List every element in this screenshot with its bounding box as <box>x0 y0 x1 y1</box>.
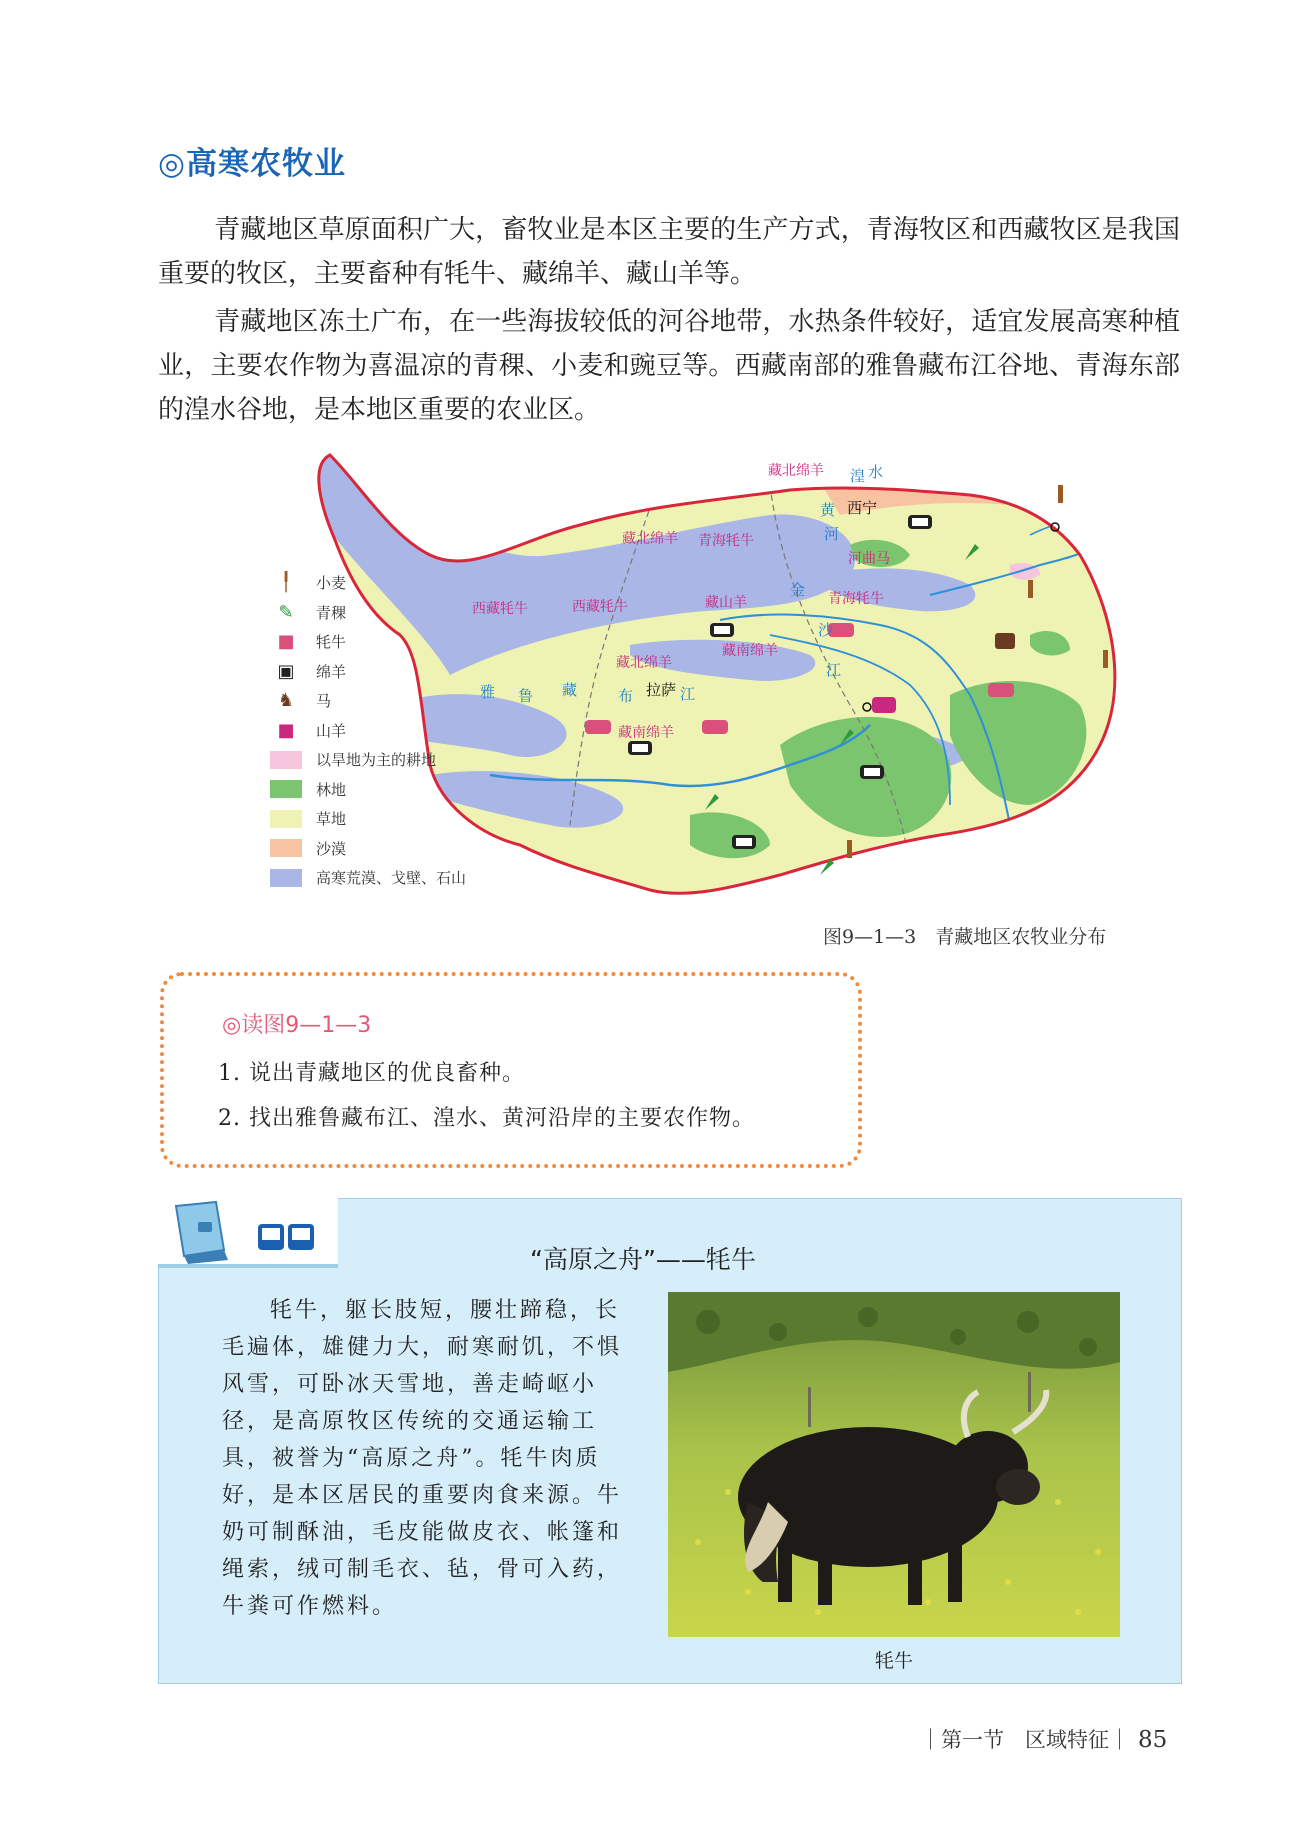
goat-icon <box>872 697 896 713</box>
desert-swatch <box>270 839 302 857</box>
yak-icon: ■ <box>277 631 295 653</box>
farmland-swatch <box>270 751 302 769</box>
map-label-zangbei-sheep-3: 藏北绵羊 <box>616 655 672 671</box>
legend-row-farmland <box>270 745 466 775</box>
wheat-icon <box>1058 485 1063 503</box>
page-footer <box>920 1724 1167 1754</box>
wheat-icon <box>1028 580 1033 598</box>
sheep-icon <box>908 515 932 529</box>
map-legend <box>270 568 466 893</box>
legend-label: 青稞 <box>316 603 347 622</box>
city-label-xining: 西宁 <box>847 499 878 517</box>
sheep-icon: ▣ <box>277 660 295 682</box>
info-box-tab-line <box>158 1264 338 1268</box>
river-label-jin-1: 金 <box>790 581 806 599</box>
wheat-icon <box>847 840 852 858</box>
sheep-icon <box>710 623 734 637</box>
map-caption: 图9—1—3 青藏地区农牧业分布 <box>823 926 1107 948</box>
info-box-text-content: 牦牛，躯长肢短，腰壮蹄稳，长毛遍体，雄健力大，耐寒耐饥，不惧风雪，可卧冰天雪地，善走崎岖小径，是高原牧区传统的交通运输工具，被誉为“高原之舟”。牦牛肉质好，是本区居民的重要肉食来源。牛奶可制酥油，毛皮能做皮衣、帐篷和绳索，绒可制毛衣、毡，骨可入药，牛粪可作燃料。 <box>222 1298 623 1619</box>
paragraph-1-text: 青藏地区草原面积广大，畜牧业是本区主要的生产方式，青海牧区和西藏牧区是我国重要的牧区，主要畜种有牦牛、藏绵羊、藏山羊等。 <box>158 215 1180 289</box>
legend-label: 牦牛 <box>316 633 347 652</box>
river-label-yarlung-2: 鲁 <box>518 687 534 705</box>
yak-photo-svg <box>668 1292 1120 1637</box>
legend-row-goat <box>270 716 466 746</box>
river-label-huangshui-2: 水 <box>868 463 884 481</box>
read-map-title: ◎读图9—1—3 <box>222 1013 372 1038</box>
map-label-zang-goat: 藏山羊 <box>705 595 747 611</box>
river-label-yarlung-5: 江 <box>680 685 696 703</box>
map-label-zangnan-sheep-2: 藏南绵羊 <box>618 725 674 741</box>
sheep-icon <box>860 765 884 779</box>
river-label-yarlung-1: 雅 <box>480 683 496 701</box>
info-box-title: “高原之舟”——牦牛 <box>530 1245 756 1274</box>
legend-label: 高寒荒漠、戈壁、石山 <box>316 869 467 888</box>
map-label-zangbei-sheep-1: 藏北绵羊 <box>768 463 824 479</box>
grassland-swatch <box>270 810 302 828</box>
horse-icon: ♞ <box>277 690 295 712</box>
legend-label: 马 <box>316 692 332 711</box>
map-label-qinghai-yak-2: 青海牦牛 <box>828 591 884 607</box>
section-heading: ◎高寒农牧业 <box>158 146 347 182</box>
river-label-huangshui-1: 湟 <box>850 467 866 485</box>
paragraph-1 <box>158 208 1180 296</box>
reading-icon <box>158 1198 338 1268</box>
barley-icon: ✎ <box>278 601 294 623</box>
forest-swatch <box>270 780 302 798</box>
sheep-icon <box>732 835 756 849</box>
river-label-jin-2: 沙 <box>818 621 834 639</box>
info-box-text <box>222 1292 642 1625</box>
legend-row-barley <box>270 598 466 628</box>
legend-label: 小麦 <box>316 574 347 593</box>
yak-icon <box>988 683 1014 697</box>
yak-photo <box>668 1292 1120 1637</box>
map-label-hequ-horse: 河曲马 <box>848 551 890 567</box>
footer-section: ｜第一节 区域特征｜ <box>920 1728 1130 1752</box>
legend-row-sheep <box>270 657 466 687</box>
info-box-tab <box>158 1198 338 1268</box>
yak-icon <box>585 720 611 734</box>
legend-row-wheat <box>270 568 466 598</box>
legend-row-yak <box>270 627 466 657</box>
legend-row-cold-desert <box>270 863 466 893</box>
map-label-zangbei-sheep-2: 藏北绵羊 <box>622 531 678 547</box>
legend-row-forest <box>270 775 466 805</box>
paragraph-2 <box>158 300 1180 432</box>
river-label-huang-2: 河 <box>824 525 840 543</box>
read-map-question-2: 2. 找出雅鲁藏布江、湟水、黄河沿岸的主要农作物。 <box>218 1106 755 1131</box>
page-number: 85 <box>1138 1727 1168 1753</box>
map-label-xizang-yak-1: 西藏牦牛 <box>472 601 528 617</box>
read-map-question-1: 1. 说出青藏地区的优良畜种。 <box>218 1061 525 1086</box>
wheat-icon: ╿ <box>280 572 292 594</box>
sheep-icon <box>628 741 652 755</box>
yak-icon <box>702 720 728 734</box>
map-label-qinghai-yak-1: 青海牦牛 <box>698 533 754 549</box>
horse-icon <box>995 633 1015 649</box>
river-label-jin-3: 江 <box>826 661 842 679</box>
goat-icon: ■ <box>277 719 295 741</box>
legend-label: 绵羊 <box>316 662 347 681</box>
legend-row-grassland <box>270 804 466 834</box>
legend-label: 以旱地为主的耕地 <box>316 751 437 770</box>
legend-label: 草地 <box>316 810 347 829</box>
map-label-zangnan-sheep-1: 藏南绵羊 <box>722 643 778 659</box>
legend-label: 山羊 <box>316 721 347 740</box>
river-label-yarlung-3: 藏 <box>562 681 578 699</box>
cold-desert-swatch <box>270 869 302 887</box>
legend-label: 沙漠 <box>316 839 347 858</box>
paragraph-2-text: 青藏地区冻土广布，在一些海拔较低的河谷地带，水热条件较好，适宜发展高寒种植业，主要农作物为喜温凉的青稞、小麦和豌豆等。西藏南部的雅鲁藏布江谷地、青海东部的湟水谷地，是本地区重要的农业区。 <box>158 307 1180 425</box>
wheat-icon <box>1103 650 1108 668</box>
legend-label: 林地 <box>316 780 347 799</box>
legend-row-desert <box>270 834 466 864</box>
city-label-lhasa: 拉萨 <box>646 681 677 699</box>
yak-photo-caption: 牦牛 <box>875 1650 914 1672</box>
river-label-yarlung-4: 布 <box>618 687 634 705</box>
legend-row-horse <box>270 686 466 716</box>
map-label-xizang-yak-2: 西藏牦牛 <box>572 599 628 615</box>
river-label-huang-1: 黄 <box>820 501 836 519</box>
